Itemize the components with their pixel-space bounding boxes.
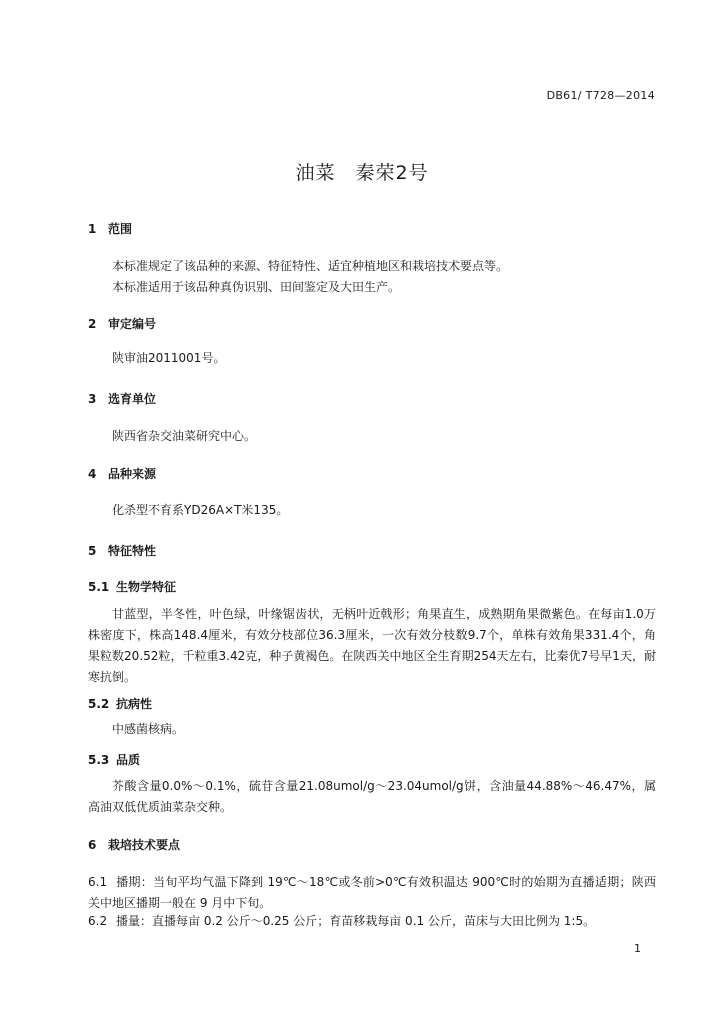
paragraph: 甘蓝型，半冬性，叶色绿，叶缘锯齿状，无柄叶近戟形；角果直生，成熟期角果微紫色。在每亩1.0万株密度下，株高148.4厘米，有效分枝部位36.3厘米，一次有效分枝数9.7个，单株有效角果331.4个，角果粒数20.52粒，千粒重3.42克，种子黄褐色。在陕西关中地区全生育期254天左右，比秦优7号早1天，耐寒抗倒。 [88,607,656,684]
section-number: 4 [88,467,97,481]
section-6-heading [88,836,180,853]
section-number: 2 [88,317,97,331]
section-number: 3 [88,392,97,406]
section-number: 5 [88,544,97,558]
section-2-heading [88,315,156,332]
paragraph: 化杀型不育系YD26A×T米135。 [112,503,289,517]
document-number: DB61/ T728—2014 [546,89,655,102]
item-number: 6.2 [88,914,108,928]
paragraph: 本标准适用于该品种真伪识别、田间鉴定及大田生产。 [112,280,401,294]
subsection-5-3-heading [88,751,140,768]
section-2-body [88,348,656,369]
subsection-title: 品质 [116,753,141,767]
item-text: 播量：直播每亩 0.2 公斤～0.25 公斤；育苗移栽每亩 0.1 公斤，苗床与大田比例为 1:5。 [116,914,596,928]
section-number: 6 [88,838,97,852]
section-5-heading [88,542,156,559]
subsection-title: 抗病性 [116,697,153,711]
section-1-body [88,256,656,298]
section-title: 品种来源 [108,467,157,481]
item-text: 播期：当旬平均气温下降到 19℃～18℃或冬前>0℃有效积温达 900℃时的始期为直播适期；陕西关中地区播期一般在 9 月中下旬。 [88,875,656,910]
paragraph: 本标准规定了该品种的来源、特征特性、适宜种植地区和栽培技术要点等。 [112,259,509,273]
subsection-5-2-body [88,719,656,740]
section-title: 选育单位 [108,392,157,406]
paragraph: 中感菌核病。 [112,722,185,736]
section-title: 特征特性 [108,544,157,558]
subsection-number: 5.2 [88,697,110,711]
page-number: 1 [634,942,641,955]
subsection-number: 5.1 [88,580,110,594]
paragraph: 陕审油2011001号。 [112,351,226,365]
paragraph: 陕西省杂交油菜研究中心。 [112,429,257,443]
section-1-heading [88,220,132,237]
subsection-5-1-body [88,604,656,688]
subsection-number: 5.3 [88,753,110,767]
section-4-body [88,500,656,521]
document-title: 油菜 秦荣2号 [295,162,429,184]
subsection-5-1-heading [88,578,176,595]
section-title: 栽培技术要点 [108,838,181,852]
section-3-heading [88,390,156,407]
section-title: 审定编号 [108,317,157,331]
subsection-5-3-body [88,776,656,818]
subsection-title: 生物学特征 [116,580,177,594]
item-number: 6.1 [88,875,108,889]
section-3-body [88,426,656,447]
subsection-5-2-heading [88,695,152,712]
paragraph: 芥酸含量0.0%～0.1%，硫苷含量21.08umol/g～23.04umol/g饼，含油量44.88%～46.47%，属高油双低优质油菜杂交种。 [88,779,656,814]
section-4-heading [88,465,156,482]
section-title: 范围 [108,222,133,236]
section-6-item-2 [88,911,656,932]
section-number: 1 [88,222,97,236]
section-6-item-1 [88,872,656,914]
